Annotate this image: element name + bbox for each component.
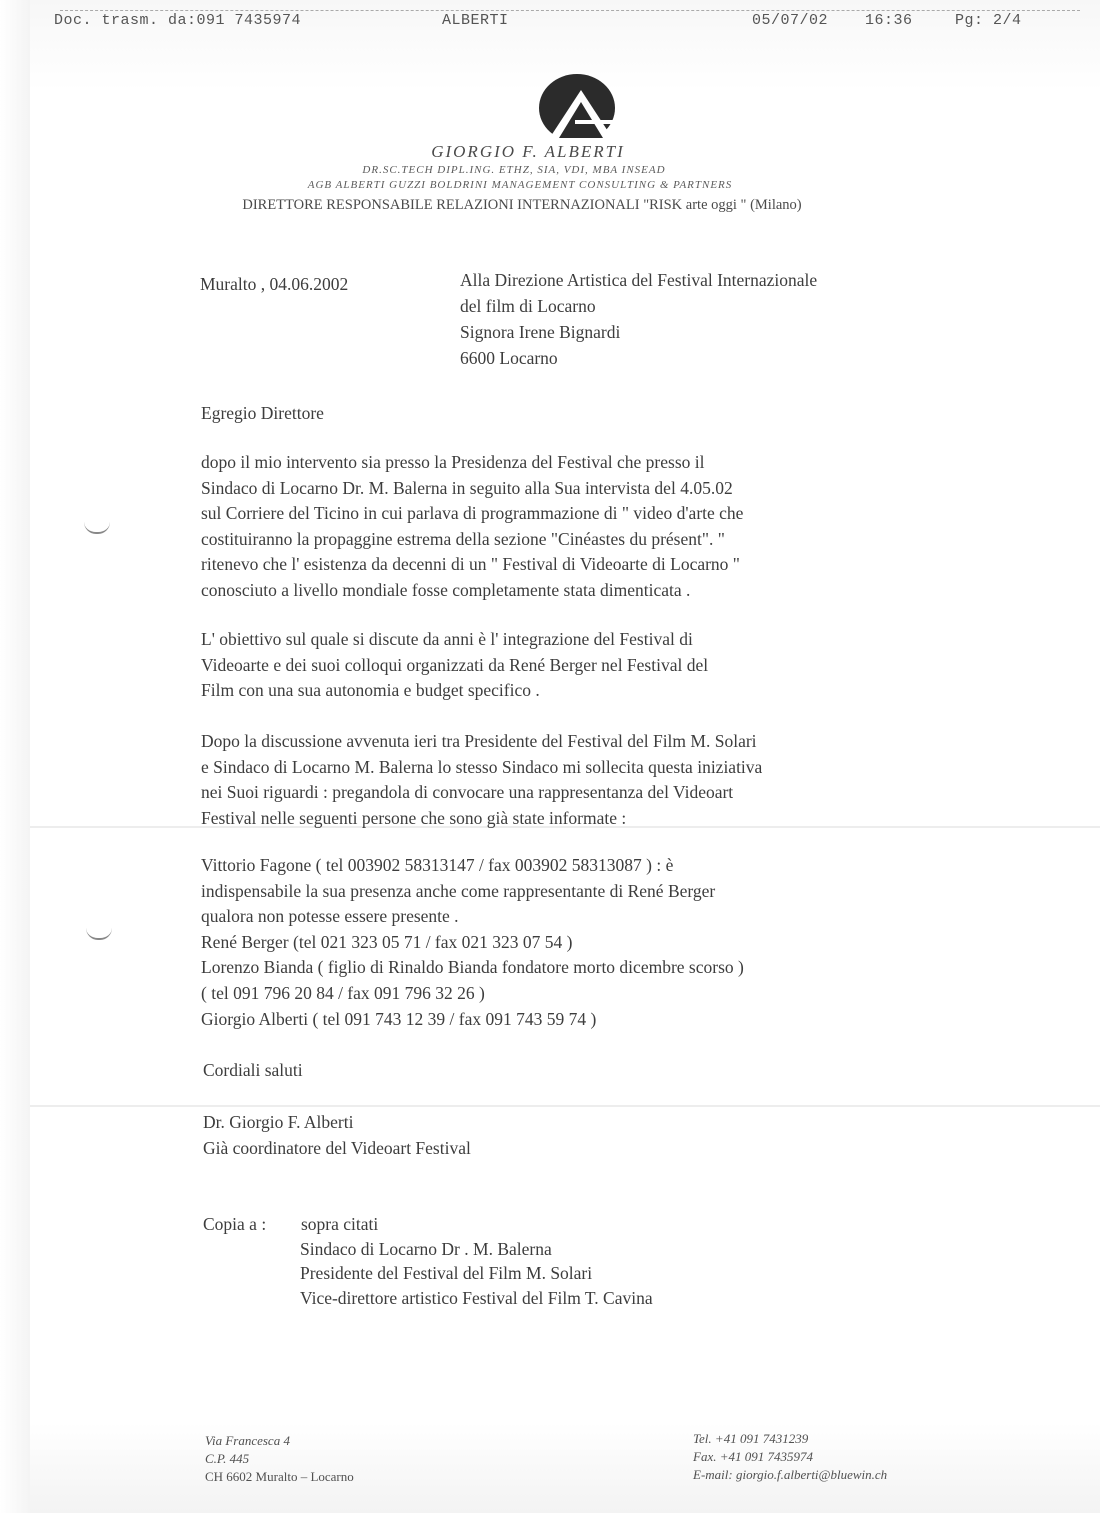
copies-row: Vice-direttore artistico Festival del Film T. Cavina xyxy=(300,1287,653,1308)
paper-fold xyxy=(30,826,1100,828)
page-edge xyxy=(0,0,30,1513)
signature-name: Dr. Giorgio F. Alberti xyxy=(203,1112,354,1132)
letterhead-name: GIORGIO F. ALBERTI xyxy=(431,142,625,161)
fax-date: 05/07/02 xyxy=(752,12,829,29)
body-line: nei Suoi riguardi : pregandola di convocare una rappresentanza del Videoart xyxy=(201,782,734,803)
body-line: costituiranno la propaggine estrema della sezione "Cinéastes du présent". " xyxy=(201,528,725,549)
contact-line: Giorgio Alberti ( tel 091 743 12 39 / fax 091 743 59 74 ) xyxy=(201,1008,597,1029)
copies-row xyxy=(203,1212,653,1237)
contact-line: René Berger (tel 021 323 05 71 / fax 021 323 07 54 ) xyxy=(201,931,573,952)
copies-block xyxy=(203,1212,653,1310)
body-line: Sindaco di Locarno Dr. M. Balerna in seguito alla Sua intervista del 4.05.02 xyxy=(201,477,733,498)
paragraph-2 xyxy=(201,627,941,704)
footer-contacts xyxy=(693,1430,887,1484)
company-logo xyxy=(537,72,617,144)
footer-email: E-mail: giorgio.f.alberti@bluewin.ch xyxy=(693,1467,888,1482)
body-line: Film con una sua autonomia e budget specifico . xyxy=(201,680,540,701)
fax-name: ALBERTI xyxy=(442,12,509,29)
copies-row: Sindaco di Locarno Dr . M. Balerna xyxy=(300,1238,552,1259)
body-line: ritenevo che l' esistenza da decenni di un " Festival di Videoarte di Locarno " xyxy=(201,554,740,575)
contact-line: Lorenzo Bianda ( figlio di Rinaldo Bianda fondatore morto dicembre scorso ) xyxy=(201,957,744,978)
body-line: Festival nelle seguenti persone che sono già state informate : xyxy=(201,807,627,828)
recipient-address xyxy=(460,268,817,372)
body-line: sul Corriere del Ticino in cui parlava di programmazione di " video d'arte che xyxy=(201,503,744,524)
body-line: Dopo la discussione avvenuta ieri tra Presidente del Festival del Film M. Solari xyxy=(201,731,757,751)
punch-hole-mark xyxy=(86,928,112,940)
footer-address xyxy=(205,1432,354,1486)
body-line: e Sindaco di Locarno M. Balerna lo stesso Sindaco mi sollecita questa iniziativa xyxy=(201,756,763,777)
fax-transmission-header xyxy=(30,8,1090,32)
recipient-line: del film di Locarno xyxy=(460,296,596,316)
contact-line: indispensabile la sua presenza anche come rappresentante di René Berger xyxy=(201,880,716,901)
fax-time: 16:36 xyxy=(865,12,913,29)
body-line: Videoarte e dei suoi colloqui organizzati da René Berger nel Festival del xyxy=(201,654,709,675)
body-line: conosciuto a livello mondiale fosse completamente stata dimenticata . xyxy=(201,579,691,600)
fax-sender: Doc. trasm. da:091 7435974 xyxy=(54,12,302,29)
footer-address-line: CH 6602 Muralto – Locarno xyxy=(205,1469,354,1484)
punch-hole-mark xyxy=(84,522,110,534)
contact-line: ( tel 091 796 20 84 / fax 091 796 32 26 ) xyxy=(201,982,485,1003)
copies-row: Presidente del Festival del Film M. Solari xyxy=(300,1263,593,1283)
body-line: L' obiettivo sul quale si discute da anni è l' integrazione del Festival di xyxy=(201,629,693,649)
fax-header-rule xyxy=(60,10,1080,11)
fax-page-number: Pg: 2/4 xyxy=(955,12,1022,29)
body-line: dopo il mio intervento sia presso la Presidenza del Festival che presso il xyxy=(201,452,705,472)
closing: Cordiali saluti xyxy=(203,1060,303,1080)
salutation: Egregio Direttore xyxy=(201,403,324,423)
copies-first: sopra citati xyxy=(301,1214,379,1234)
footer-address-line: C.P. 445 xyxy=(205,1451,250,1466)
contact-list xyxy=(201,853,941,1032)
recipient-line: Alla Direzione Artistica del Festival Internazionale xyxy=(460,270,818,290)
footer-phone: Tel. +41 091 7431239 xyxy=(693,1431,809,1446)
signature-title: Già coordinatore del Videoart Festival xyxy=(203,1138,471,1158)
contact-line: qualora non potesse essere presente . xyxy=(201,906,459,927)
signature-block xyxy=(203,1110,471,1162)
recipient-line: Signora Irene Bignardi xyxy=(460,322,621,342)
footer-address-line: Via Francesca 4 xyxy=(205,1433,290,1448)
letterhead-credentials: DR.SC.TECH DIPL.ING. ETHZ, SIA, VDI, MBA INSEAD xyxy=(362,164,666,176)
place-date: Muralto , 04.06.2002 xyxy=(200,274,349,294)
letterhead-agency: AGB ALBERTI GUZZI BOLDRINI MANAGEMENT CONSULTING & PARTNERS xyxy=(307,179,733,191)
letterhead-role: DIRETTORE RESPONSABILE RELAZIONI INTERNAZIONALI "RISK arte oggi " (Milano) xyxy=(242,197,802,213)
paragraph-3 xyxy=(201,729,941,831)
copies-label: Copia a : xyxy=(203,1214,267,1234)
contact-line: Vittorio Fagone ( tel 003902 58313147 / fax 003902 58313087 ) : è xyxy=(201,855,674,875)
recipient-line: 6600 Locarno xyxy=(460,348,558,368)
paper-fold xyxy=(30,1105,1100,1107)
paragraph-1 xyxy=(201,450,941,604)
footer-fax: Fax. +41 091 7435974 xyxy=(693,1449,813,1464)
